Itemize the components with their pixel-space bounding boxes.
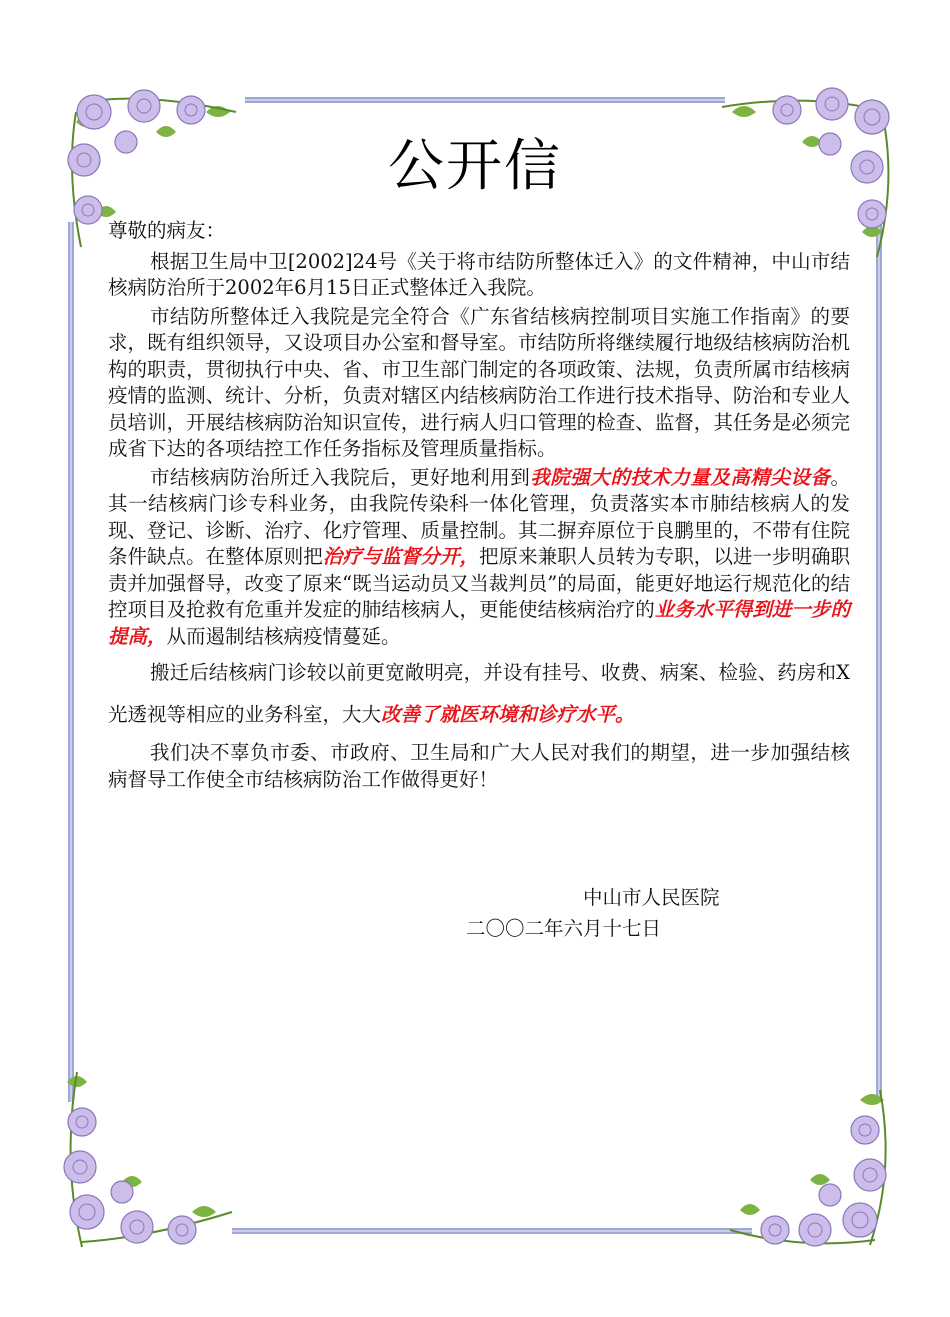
highlight-text: 我院强大的技术力量及高精尖设备 [530, 465, 831, 489]
paragraph-1: 根据卫生局中卫[2002]24号《关于将市结防所整体迁入》的文件精神，中山市结核病防治所于2002年6月15日正式整体迁入我院。 [108, 249, 850, 299]
signature: 中山市人民医院 [583, 886, 720, 909]
frame-left-bar [68, 222, 74, 1102]
paragraph-3-text: 市结核病防治所迁入我院后，更好地利用到 [150, 465, 531, 489]
date: 二〇〇二年六月十七日 [466, 917, 662, 940]
paragraph-3-text: 把原来兼职人员转为专职，以进一步明确职责并加强督导，改变了原来“既当运动员又当裁判员”的局面，能更好地运行规范化的结控项目及抢救有危重并发症的肺结核病人，更能使结核病治疗的 [108, 545, 850, 621]
paragraph-4 [108, 652, 850, 736]
paragraph-2: 市结防所整体迁入我院是完全符合《广东省结核病控制项目实施工作指南》的要求，既有组织领导，又设项目办公室和督导室。市结防所将继续履行地级结核病防治机构的职责，贯彻执行中央、省、市卫生部门制定的各项政策、法规，负责所属市结核病疫情的监测、统计、分析，负责对辖区内结核病防治工作进行技术指导、防治和专业人员培训，开展结核病防治知识宣传，进行病人归口管理的检查、监督，其任务是必须完成省下达的各项结控工作任务指标及管理质量指标。 [108, 304, 850, 460]
highlight-text: 治疗与监督分开， [322, 545, 480, 568]
paragraph-4-text: 搬迁后结核病门诊较以前更宽敞明亮，并设有挂号、收费、病案、检验、药房和X光透视等相应的业务科室，大大 [108, 661, 850, 726]
frame-top-bar [245, 97, 725, 103]
rose-corner-icon [720, 1080, 900, 1260]
paragraph-5: 我们决不辜负市委、市政府、卫生局和广大人民对我们的期望，进一步加强结核病督导工作使全市结核病防治工作做得更好！ [108, 741, 850, 791]
paragraph-3-text: 。其一结核病门诊专科业务，由我院传染科一体化管理，负责落实本市肺结核病人的发现、登记、诊断、治疗、化疗管理、质量控制。其二摒弃原位于良鹏里的，不带有住院条件缺点。在整体原则把 [108, 465, 850, 568]
rose-corner-icon [52, 1062, 242, 1262]
paragraph-3-text: 从而遏制结核病疫情蔓延。 [166, 624, 401, 648]
letter-body [108, 218, 850, 793]
page-title: 公开信 [388, 134, 562, 199]
frame-right-bar [876, 222, 882, 1102]
highlight-text: 改善了就医环境和诊疗水平。 [381, 703, 635, 726]
greeting: 尊敬的病友： [108, 219, 226, 242]
frame-bottom-bar [232, 1228, 752, 1234]
paragraph-3 [108, 465, 850, 651]
highlight-text: 业务水平得到进一步的提高， [108, 598, 850, 648]
